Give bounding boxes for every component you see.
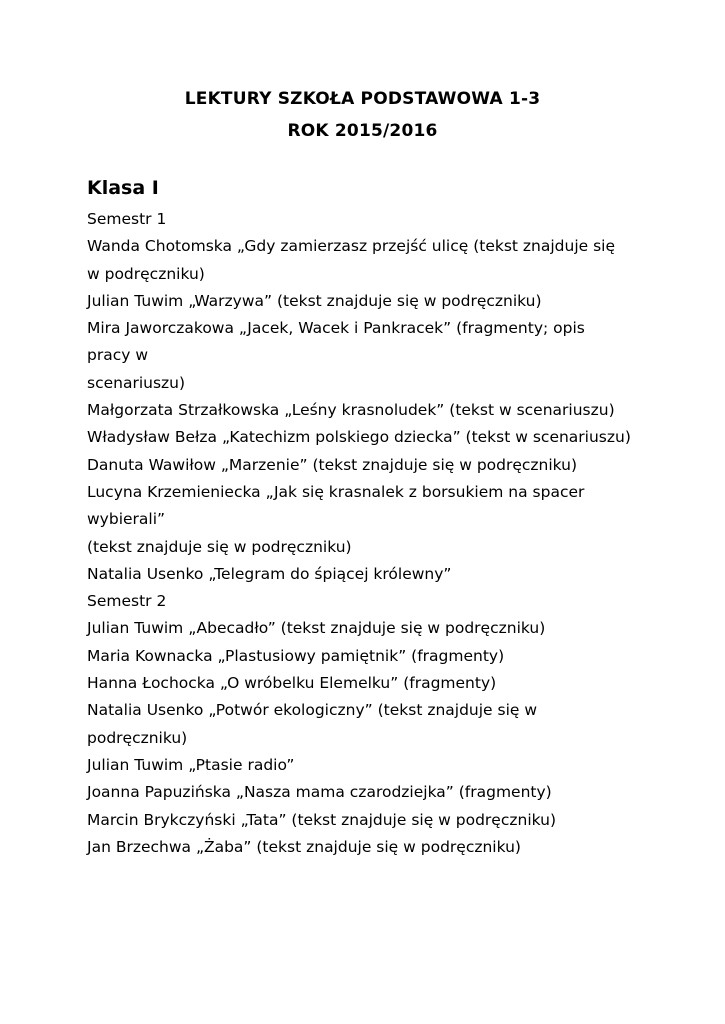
reading-list-item: Małgorzata Strzałkowska „Leśny krasnoludek” (tekst w scenariuszu): [87, 401, 615, 420]
reading-list-item: Natalia Usenko „Telegram do śpiącej królewny”: [87, 564, 452, 583]
semester-label: Semestr 1: [87, 210, 167, 228]
reading-list-item: Julian Tuwim „Warzywa” (tekst znajduje się w podręczniku): [87, 291, 542, 310]
reading-list-item: Maria Kownacka „Plastusiowy pamiętnik” (fragmenty): [87, 646, 505, 665]
reading-list-item: Natalia Usenko „Potwór ekologiczny” (tekst znajduje się w: [87, 701, 538, 720]
reading-list-item: scenariuszu): [87, 373, 186, 392]
reading-list-item: Julian Tuwim „Abecadło” (tekst znajduje się w podręczniku): [87, 619, 546, 638]
reading-list-item: Władysław Bełza „Katechizm polskiego dziecka” (tekst w scenariuszu): [87, 428, 631, 447]
reading-list-item: Marcin Brykczyński „Tata” (tekst znajduje się w podręczniku): [87, 810, 556, 829]
reading-list-item: Joanna Papuzińska „Nasza mama czarodziejka” (fragmenty): [87, 783, 552, 802]
reading-list-item: pracy w: [87, 346, 149, 365]
reading-list-item: (tekst znajduje się w podręczniku): [87, 537, 352, 556]
reading-list: [87, 206, 687, 861]
reading-list-item: Lucyna Krzemieniecka „Jak się krasnalek z borsukiem na spacer: [87, 482, 585, 501]
reading-list-item: w podręczniku): [87, 264, 205, 283]
reading-list-item: Julian Tuwim „Ptasie radio”: [87, 755, 295, 774]
document-title-line-2: ROK 2015/2016: [287, 121, 438, 141]
reading-list-item: podręczniku): [87, 728, 188, 747]
reading-list-item: Danuta Wawiłow „Marzenie” (tekst znajduje się w podręczniku): [87, 455, 578, 474]
reading-list-item: Mira Jaworczakowa „Jacek, Wacek i Pankracek” (fragmenty; opis: [87, 319, 585, 338]
reading-list-item: Wanda Chotomska „Gdy zamierzasz przejść ulicę (tekst znajduje się: [87, 237, 616, 256]
reading-list-item: Hanna Łochocka „O wróbelku Elemelku” (fragmenty): [87, 674, 497, 693]
document-title-line-1: LEKTURY SZKOŁA PODSTAWOWA 1-3: [184, 89, 541, 109]
reading-list-item: Jan Brzechwa „Żaba” (tekst znajduje się w podręczniku): [87, 837, 521, 856]
semester-label: Semestr 2: [87, 592, 167, 611]
section-heading-klasa: Klasa I: [87, 177, 159, 199]
reading-list-item: wybierali”: [87, 510, 166, 529]
